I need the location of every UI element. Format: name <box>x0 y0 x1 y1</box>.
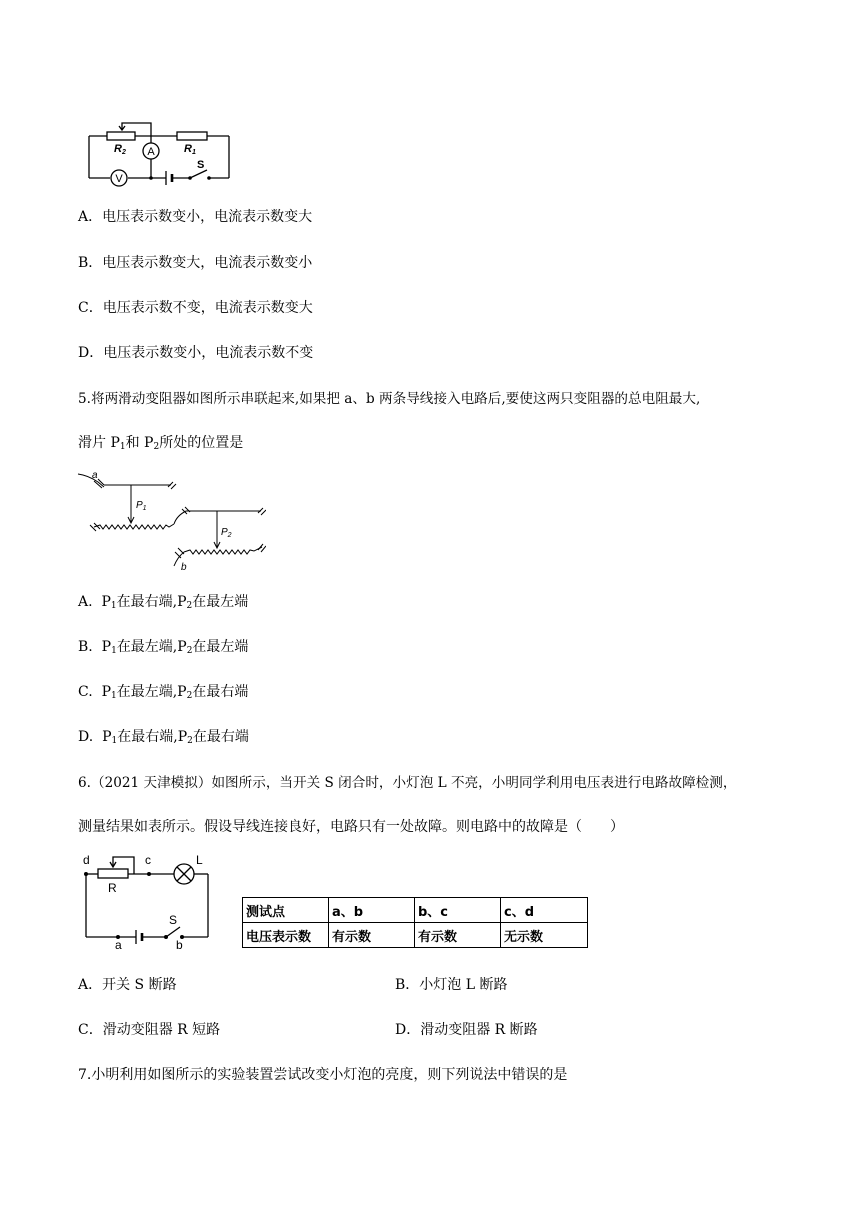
q6-option-d: D．滑动变阻器 R 断路 <box>395 1022 538 1038</box>
q6-point-d-label: d <box>83 853 90 867</box>
q4-circuit-figure <box>80 108 240 190</box>
q5-wire-b-label: b <box>181 562 187 573</box>
q5-stem-line1: 5.将两滑动变阻器如图所示串联起来,如果把 a、b 两条导线接入电路后,要使这两只变阻器的总电阻最大, <box>78 391 701 407</box>
q6-lamp-label: L <box>196 853 203 867</box>
q4-r2-label: R2 <box>114 143 126 156</box>
q5-option-b: B. $P_1$在最左端$,P_2$在最左端 <box>78 639 249 656</box>
q6-switch-label: S <box>169 913 178 927</box>
q4-voltmeter-label: V <box>115 173 123 185</box>
table-cell: a、b <box>329 898 415 923</box>
q6-rheostat-label: R <box>108 881 117 895</box>
q5-option-c: C. $P_1$在最左端$,P_2$在最右端 <box>78 684 249 701</box>
q4-option-c: C．电压表示数不变，电流表示数变大 <box>78 300 313 316</box>
q6-point-a-label: a <box>115 938 122 950</box>
q6-point-b-label: b <box>176 938 183 950</box>
q5-rheostat-figure <box>76 470 266 574</box>
q5-option-a: A. $P_1$在最右端$,P_2$在最左端 <box>78 594 249 611</box>
table-row <box>243 923 588 948</box>
q6-option-b: B．小灯泡 L 断路 <box>395 977 508 993</box>
q4-option-d: D．电压表示数变小，电流表示数不变 <box>78 345 314 361</box>
q6-measurement-table <box>242 897 588 948</box>
table-cell: c、d <box>501 898 588 923</box>
q7-stem-line1: 7.小明利用如图所示的实验装置尝试改变小灯泡的亮度，则下列说法中错误的是 <box>78 1067 568 1083</box>
table-cell: 无示数 <box>501 923 588 948</box>
q4-ammeter-label: A <box>147 146 155 158</box>
table-cell: 有示数 <box>329 923 415 948</box>
q6-stem-line2: 测量结果如表所示。假设导线连接良好，电路只有一处故障。则电路中的故障是（ ） <box>78 819 624 835</box>
table-cell: 电压表示数 <box>243 923 329 948</box>
table-cell: 测试点 <box>243 898 329 923</box>
q6-stem-line1: 6.（2021 天津模拟）如图所示，当开关 S 闭合时，小灯泡 L 不亮，小明同学利用电压表进行电路故障检测， <box>78 775 737 791</box>
q6-circuit-figure <box>78 852 218 950</box>
q6-option-c: C．滑动变阻器 R 短路 <box>78 1022 221 1038</box>
q4-option-a: A．电压表示数变小，电流表示数变大 <box>78 209 313 225</box>
q6-point-c-label: c <box>145 853 151 867</box>
table-row <box>243 898 588 923</box>
q5-p2-label: $P_2$ <box>221 527 232 539</box>
table-cell: b、c <box>415 898 501 923</box>
q5-option-d: D. $P_1$在最右端$,P_2$在最右端 <box>78 729 249 746</box>
q4-r1-label: R1 <box>184 143 196 156</box>
table-cell: 有示数 <box>415 923 501 948</box>
q6-option-a: A．开关 S 断路 <box>78 977 177 993</box>
q4-switch-label: S <box>197 159 205 171</box>
q5-p1-label: $P_1$ <box>136 500 147 512</box>
q5-stem-line2: 滑片 $P_1$和 $P_2$所处的位置是 <box>78 435 244 452</box>
q5-wire-a-label: a <box>92 470 98 481</box>
q4-option-b: B．电压表示数变大，电流表示数变小 <box>78 255 313 271</box>
